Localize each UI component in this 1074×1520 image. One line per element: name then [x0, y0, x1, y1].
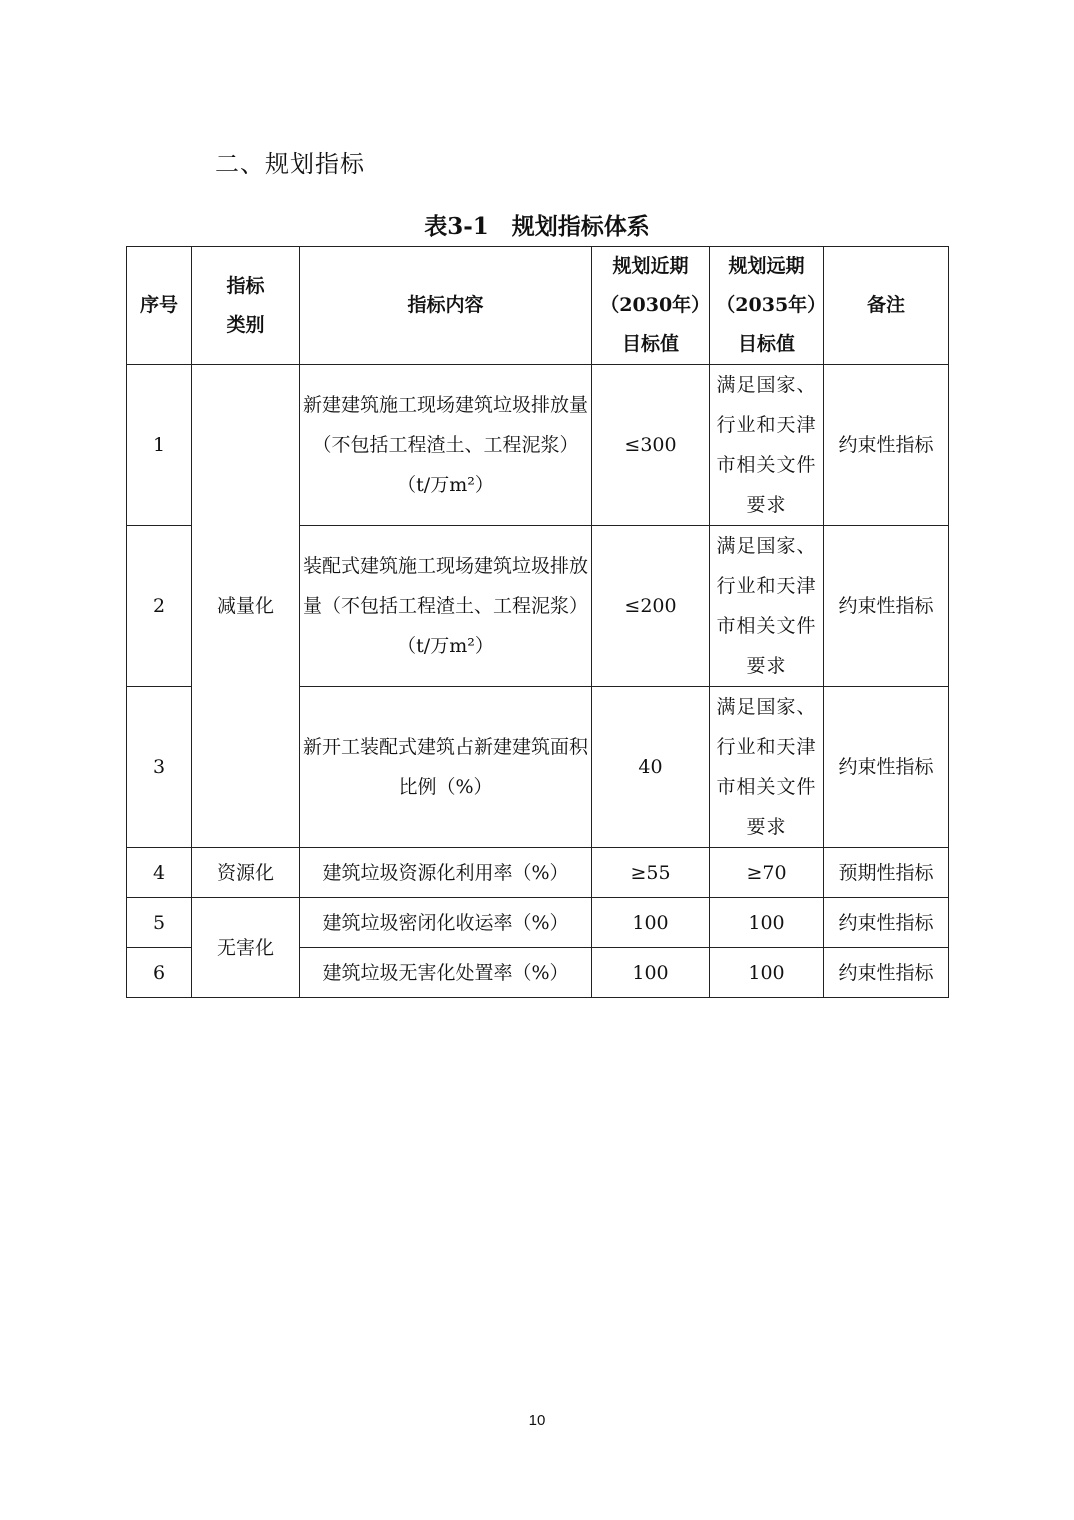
header-category: 指标类别: [192, 247, 300, 365]
header-seq: 序号: [127, 247, 192, 365]
row-content: 新开工装配式建筑占新建建筑面积比例（%）: [300, 687, 592, 848]
row-near-target: 40: [592, 687, 710, 848]
table-title: 表3-1 规划指标体系: [424, 213, 650, 240]
row-near-target: 100: [592, 948, 710, 998]
category-resource: 资源化: [192, 848, 300, 898]
section-heading: 二、规划指标: [215, 150, 365, 178]
row-near-target: 100: [592, 898, 710, 948]
row-seq: 3: [127, 687, 192, 848]
page-number: 10: [528, 1412, 546, 1429]
row-note: 约束性指标: [824, 948, 949, 998]
row-content: 新建建筑施工现场建筑垃圾排放量（不包括工程渣土、工程泥浆）（t/万m²）: [300, 365, 592, 526]
row-far-target: 满足国家、行业和天津市相关文件要求: [710, 365, 824, 526]
row-content: 装配式建筑施工现场建筑垃圾排放量（不包括工程渣土、工程泥浆）（t/万m²）: [300, 526, 592, 687]
table-row: [127, 898, 949, 948]
row-near-target: ≤200: [592, 526, 710, 687]
row-near-target: ≤300: [592, 365, 710, 526]
row-content: 建筑垃圾无害化处置率（%）: [300, 948, 592, 998]
indicators-table: [126, 246, 949, 998]
row-content: 建筑垃圾资源化利用率（%）: [300, 848, 592, 898]
header-content: 指标内容: [300, 247, 592, 365]
row-near-target: ≥55: [592, 848, 710, 898]
row-far-target: 满足国家、行业和天津市相关文件要求: [710, 526, 824, 687]
row-content: 建筑垃圾密闭化收运率（%）: [300, 898, 592, 948]
header-note: 备注: [824, 247, 949, 365]
row-note: 约束性指标: [824, 526, 949, 687]
table-header-row: [127, 247, 949, 365]
category-reduction: 减量化: [192, 365, 300, 848]
row-note: 约束性指标: [824, 687, 949, 848]
row-far-target: ≥70: [710, 848, 824, 898]
row-note: 预期性指标: [824, 848, 949, 898]
row-note: 约束性指标: [824, 365, 949, 526]
header-near-target: 规划近期（2030年）目标值: [592, 247, 710, 365]
row-far-target: 满足国家、行业和天津市相关文件要求: [710, 687, 824, 848]
table-row: [127, 848, 949, 898]
row-seq: 4: [127, 848, 192, 898]
row-far-target: 100: [710, 898, 824, 948]
row-seq: 1: [127, 365, 192, 526]
category-harmless: 无害化: [192, 898, 300, 998]
header-far-target: 规划远期（2035年）目标值: [710, 247, 824, 365]
row-note: 约束性指标: [824, 898, 949, 948]
row-far-target: 100: [710, 948, 824, 998]
table-row: [127, 365, 949, 526]
row-seq: 5: [127, 898, 192, 948]
row-seq: 6: [127, 948, 192, 998]
row-seq: 2: [127, 526, 192, 687]
